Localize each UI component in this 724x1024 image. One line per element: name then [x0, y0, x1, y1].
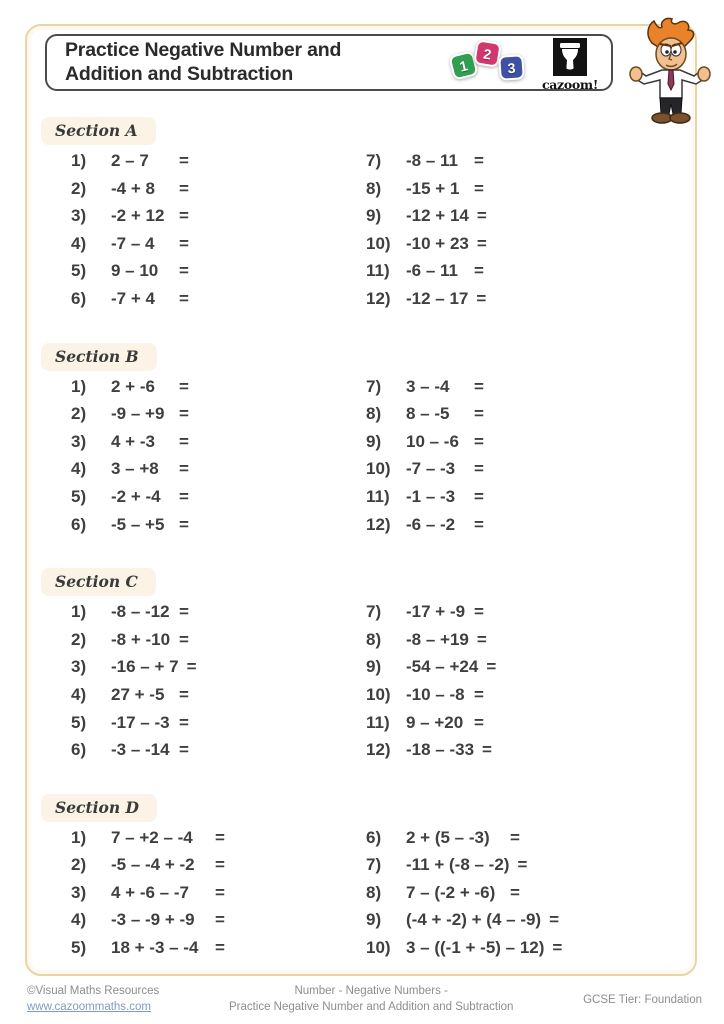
question-expression: -3 – -14	[111, 740, 170, 760]
equals-sign: =	[186, 657, 197, 677]
equals-sign: =	[215, 938, 225, 958]
question-number: 7)	[366, 602, 382, 622]
question-number: 3)	[71, 657, 87, 677]
equals-sign: =	[179, 404, 189, 424]
equals-sign: =	[474, 514, 484, 534]
question-number: 6)	[71, 514, 87, 534]
question-row	[71, 910, 366, 938]
equals-sign: =	[474, 459, 484, 479]
question-expression: -5 – +5	[111, 514, 165, 534]
worksheet-section	[27, 768, 695, 966]
question-row	[71, 151, 366, 179]
question-number: 12)	[366, 288, 391, 308]
question-row	[71, 685, 366, 713]
footer-topic-line2: Practice Negative Number and Addition and Subtraction	[228, 1001, 514, 1014]
question-row	[366, 657, 695, 685]
worksheet-section	[27, 317, 695, 543]
question-row	[366, 404, 695, 432]
page-title-line2: Addition and Subtraction	[65, 62, 294, 85]
question-row	[71, 515, 366, 543]
equals-sign: =	[510, 882, 520, 902]
question-expression: -7 – 4	[111, 233, 155, 253]
question-row	[366, 206, 695, 234]
question-row	[71, 883, 366, 911]
cazoommaths-link[interactable]: www.cazoommaths.com	[27, 1001, 151, 1014]
equals-sign: =	[474, 178, 484, 198]
equals-sign: =	[179, 376, 189, 396]
question-grid	[27, 377, 695, 543]
question-grid	[27, 151, 695, 317]
question-row	[71, 657, 366, 685]
question-row	[71, 630, 366, 658]
question-expression: -7 – -3	[406, 459, 456, 479]
equals-sign: =	[510, 827, 520, 847]
question-row	[366, 740, 695, 768]
question-expression: -2 + 12	[111, 206, 165, 226]
question-number: 9)	[366, 910, 382, 930]
equals-sign: =	[179, 712, 189, 732]
question-grid	[27, 602, 695, 768]
question-row	[71, 938, 366, 966]
question-number: 10)	[366, 233, 391, 253]
question-expression: -54 – +24	[406, 657, 479, 677]
question-column-left	[71, 602, 366, 768]
section-label: Section C	[41, 568, 156, 596]
question-expression: 7 – (-2 + -6)	[406, 882, 496, 902]
question-expression: -8 – -12	[111, 602, 170, 622]
question-number: 9)	[366, 657, 382, 677]
copyright-text: ©Visual Maths Resources	[27, 985, 160, 997]
question-column-right	[366, 151, 695, 317]
question-number: 1)	[71, 827, 87, 847]
question-row	[366, 261, 695, 289]
question-row	[366, 855, 695, 883]
question-row	[71, 206, 366, 234]
question-number: 8)	[366, 178, 382, 198]
number-tile-2-icon: 2	[473, 39, 502, 68]
question-number: 1)	[71, 151, 87, 170]
question-number: 1)	[71, 602, 87, 622]
equals-sign: =	[179, 514, 189, 534]
question-number: 4)	[71, 684, 87, 704]
question-expression: (-4 + -2) + (4 – -9)	[406, 910, 542, 930]
question-row	[366, 151, 695, 179]
question-expression: 4 + -6 – -7	[111, 882, 189, 902]
question-number: 4)	[71, 910, 87, 930]
number-tiles-logo	[447, 37, 533, 89]
question-number: 4)	[71, 459, 87, 479]
question-expression: -16 – + 7	[111, 657, 179, 677]
question-number: 8)	[366, 404, 382, 424]
cazoom-logo	[539, 34, 601, 92]
question-number: 9)	[366, 206, 382, 226]
equals-sign: =	[215, 855, 225, 875]
equals-sign: =	[179, 206, 189, 226]
equals-sign: =	[474, 684, 484, 704]
question-expression: 9 – +20	[406, 712, 464, 732]
equals-sign: =	[474, 376, 484, 396]
question-row	[71, 289, 366, 317]
question-column-right	[366, 602, 695, 768]
question-expression: -10 + 23	[406, 233, 469, 253]
question-expression: -6 – 11	[406, 261, 458, 281]
question-column-left	[71, 151, 366, 317]
number-tile-3-icon: 3	[498, 54, 525, 81]
equals-sign: =	[179, 288, 189, 308]
equals-sign: =	[474, 404, 484, 424]
question-expression: 2 – 7	[111, 151, 149, 170]
question-number: 3)	[71, 206, 87, 226]
equals-sign: =	[476, 206, 487, 226]
question-expression: 3 – +8	[111, 459, 159, 479]
page-title	[65, 39, 441, 87]
equals-sign: =	[474, 431, 484, 451]
question-column-right	[366, 828, 695, 966]
question-number: 2)	[71, 855, 87, 875]
question-expression: -8 + -10	[111, 629, 171, 649]
equals-sign: =	[482, 740, 492, 760]
equals-sign: =	[179, 261, 189, 281]
equals-sign: =	[215, 910, 225, 930]
footer-topic	[229, 983, 513, 1015]
question-number: 10)	[366, 459, 391, 479]
question-number: 6)	[71, 288, 87, 308]
question-row	[366, 938, 695, 966]
question-expression: -17 – -3	[111, 712, 170, 732]
question-number: 5)	[71, 712, 87, 732]
question-row	[71, 828, 366, 856]
question-row	[366, 459, 695, 487]
question-expression: 4 + -3	[111, 431, 155, 451]
equals-sign: =	[486, 657, 497, 677]
question-expression: -5 – -4 + -2	[111, 855, 195, 875]
equals-sign: =	[474, 151, 484, 170]
question-number: 5)	[71, 938, 87, 958]
question-expression: 3 – ((-1 + -5) – 12)	[406, 938, 545, 958]
equals-sign: =	[474, 712, 484, 732]
question-row	[71, 740, 366, 768]
question-expression: -2 + -4	[111, 486, 161, 506]
question-expression: 2 + -6	[111, 376, 155, 396]
equals-sign: =	[179, 629, 189, 649]
question-number: 7)	[366, 855, 382, 875]
page-title-line1: Practice Negative Number and	[65, 38, 342, 61]
equals-sign: =	[476, 629, 487, 649]
equals-sign: =	[179, 602, 189, 622]
worksheet-title-box	[45, 34, 613, 91]
equals-sign: =	[552, 938, 563, 958]
equals-sign: =	[179, 684, 189, 704]
sections-container	[27, 91, 695, 966]
question-expression: -12 – 17	[406, 288, 469, 308]
teacher-character-illustration	[624, 16, 716, 128]
number-tile-1-icon: 1	[448, 50, 478, 80]
question-expression: 18 + -3 – -4	[111, 938, 199, 958]
question-number: 2)	[71, 404, 87, 424]
question-row	[71, 234, 366, 262]
question-row	[366, 515, 695, 543]
question-row	[71, 377, 366, 405]
section-label: Section B	[41, 343, 157, 371]
gcse-tier-label: GCSE Tier: Foundation	[583, 994, 702, 1006]
question-row	[71, 459, 366, 487]
question-expression: -17 + -9	[406, 602, 466, 622]
question-number: 11)	[366, 261, 390, 281]
question-expression: -12 + 14	[406, 206, 469, 226]
question-number: 11)	[366, 712, 390, 732]
question-row	[366, 828, 695, 856]
question-number: 12)	[366, 514, 391, 534]
question-number: 12)	[366, 740, 391, 760]
question-expression: -1 – -3	[406, 486, 456, 506]
question-row	[366, 377, 695, 405]
equals-sign: =	[179, 459, 189, 479]
question-expression: 27 + -5	[111, 684, 165, 704]
question-number: 3)	[71, 882, 87, 902]
question-grid	[27, 828, 695, 966]
question-row	[71, 404, 366, 432]
question-expression: -18 – -33	[406, 740, 475, 760]
equals-sign: =	[179, 486, 189, 506]
equals-sign: =	[476, 233, 487, 253]
question-column-left	[71, 828, 366, 966]
question-row	[71, 602, 366, 630]
footer	[27, 983, 702, 1015]
question-number: 8)	[366, 629, 382, 649]
question-number: 7)	[366, 376, 382, 396]
question-number: 6)	[366, 827, 382, 847]
question-expression: -6 – -2	[406, 514, 456, 534]
question-row	[366, 685, 695, 713]
question-number: 7)	[366, 151, 382, 170]
equals-sign: =	[474, 486, 484, 506]
question-expression: -10 – -8	[406, 684, 465, 704]
section-label: Section D	[41, 794, 157, 822]
question-expression: -7 + 4	[111, 288, 155, 308]
question-number: 10)	[366, 938, 391, 958]
worksheet-section	[27, 91, 695, 317]
question-row	[71, 487, 366, 515]
equals-sign: =	[474, 602, 484, 622]
question-column-left	[71, 377, 366, 543]
question-expression: 9 – 10	[111, 261, 159, 281]
question-expression: -9 – +9	[111, 404, 165, 424]
question-expression: 2 + (5 – -3)	[406, 827, 490, 847]
question-expression: 8 – -5	[406, 404, 450, 424]
question-number: 5)	[71, 486, 87, 506]
equals-sign: =	[179, 740, 189, 760]
question-number: 3)	[71, 431, 87, 451]
equals-sign: =	[179, 151, 189, 170]
question-row	[366, 883, 695, 911]
equals-sign: =	[215, 827, 225, 847]
question-number: 2)	[71, 629, 87, 649]
question-expression: -4 + 8	[111, 178, 155, 198]
worksheet-page	[25, 24, 697, 976]
question-row	[366, 602, 695, 630]
question-row	[366, 179, 695, 207]
question-row	[71, 432, 366, 460]
equals-sign: =	[179, 178, 189, 198]
question-row	[366, 713, 695, 741]
question-expression: -3 – -9 + -9	[111, 910, 195, 930]
question-column-right	[366, 377, 695, 543]
question-number: 6)	[71, 740, 87, 760]
equals-sign: =	[179, 233, 189, 253]
cazoom-drum-icon	[553, 38, 587, 76]
question-number: 1)	[71, 376, 87, 396]
worksheet-section	[27, 542, 695, 768]
question-number: 11)	[366, 486, 390, 506]
equals-sign: =	[215, 882, 225, 902]
question-expression: 7 – +2 – -4	[111, 827, 193, 847]
question-expression: -15 + 1	[406, 178, 460, 198]
question-number: 2)	[71, 178, 87, 198]
equals-sign: =	[476, 288, 487, 308]
question-number: 5)	[71, 261, 87, 281]
question-expression: -11 + (-8 – -2)	[406, 855, 510, 875]
question-row	[366, 487, 695, 515]
question-row	[366, 234, 695, 262]
question-number: 10)	[366, 684, 391, 704]
question-row	[71, 261, 366, 289]
question-number: 8)	[366, 882, 382, 902]
question-number: 4)	[71, 233, 87, 253]
footer-topic-line1: Number - Negative Numbers -	[294, 985, 448, 997]
cazoom-logo-text: cazoom!	[541, 76, 599, 92]
question-row	[71, 855, 366, 883]
question-expression: -8 – +19	[406, 629, 469, 649]
question-row	[366, 289, 695, 317]
question-expression: 3 – -4	[406, 376, 450, 396]
question-expression: -8 – 11	[406, 151, 458, 170]
question-expression: 10 – -6	[406, 431, 459, 451]
section-label: Section A	[41, 117, 156, 145]
equals-sign: =	[179, 431, 189, 451]
equals-sign: =	[517, 855, 528, 875]
question-row	[366, 432, 695, 460]
equals-sign: =	[549, 910, 560, 930]
question-row	[71, 179, 366, 207]
footer-attribution	[27, 983, 159, 1015]
question-row	[71, 713, 366, 741]
question-row	[366, 910, 695, 938]
equals-sign: =	[474, 261, 484, 281]
question-row	[366, 630, 695, 658]
question-number: 9)	[366, 431, 382, 451]
